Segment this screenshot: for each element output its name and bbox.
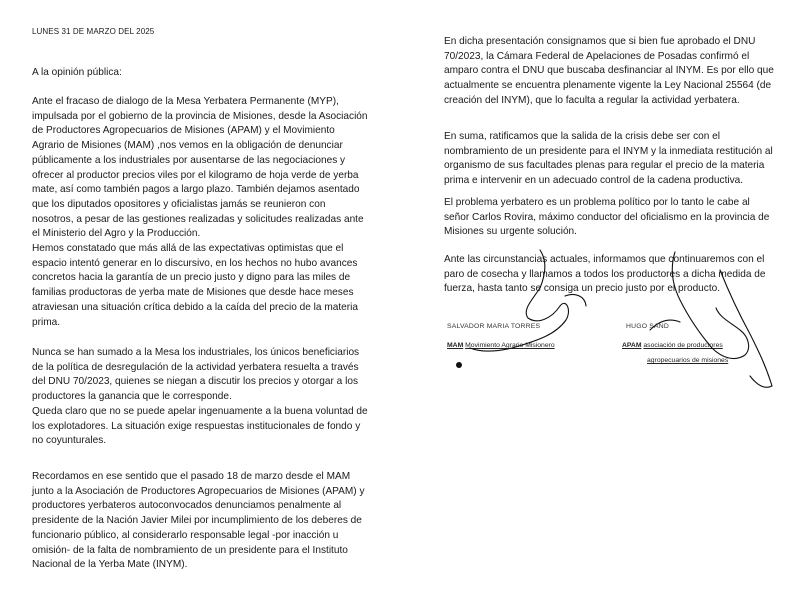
- ink-dot: [456, 362, 462, 368]
- text-line: los explotadores. La situación exige respuestas institucionales de fondo y: [32, 420, 361, 432]
- text-line: fuerza, hasta tanto se consiga un precio justo por el producto.: [444, 283, 721, 295]
- text-line: espacio intentó generar en lo discursivo, en los hechos no hubo avances: [32, 257, 358, 269]
- text-line: Hemos constatado que más allá de las expectativas optimistas que el: [32, 243, 344, 254]
- text-line: Ante las circunstancias actuales, informamos que continuaremos con el: [444, 254, 765, 265]
- signature-name-left: SALVADOR MARIA TORRES: [447, 323, 541, 330]
- text-line: familias productoras de yerba mate de Misiones que desde hace meses: [32, 287, 354, 299]
- paragraph-left-1: [32, 95, 368, 242]
- paragraph-left-4: [32, 470, 365, 573]
- signature-org-right: APAM asociación de productores: [622, 342, 723, 349]
- text-line: impulsada por el gobierno de la provincia de Misiones, desde la Asociación: [32, 110, 368, 122]
- text-line: organismo de sus facultades plenas para regular el precio de la materia: [444, 160, 765, 172]
- paragraph-right-1: [444, 35, 774, 109]
- text-line: productores la ganancia que le corresponde.: [32, 391, 232, 403]
- text-line: Nacional de la Yerba Mate (INYM).: [32, 559, 188, 571]
- text-line: omisión- de la falta de nombramiento de un presidente para el Instituto: [32, 544, 348, 556]
- text-line: Recordamos en ese sentido que el pasado 18 de marzo desde el MAM: [32, 471, 351, 482]
- text-line: Queda claro que no se puede apelar ingenuamente a la buena voluntad de: [32, 405, 368, 417]
- text-line: paro de cosecha y llamamos a todos los productores a dicha medida de: [444, 268, 766, 280]
- signature-org-left: MAM Movimiento Agrario Misionero: [447, 342, 555, 349]
- text-line: 70/2023, la Cámara Federal de Apelaciones de Posadas confirmó el: [444, 50, 750, 62]
- text-line: funcionario público, al considerarlo responsable legal -por inacción u: [32, 529, 339, 541]
- paragraph-right-4: [444, 253, 766, 297]
- text-line: Misiones su urgente solución.: [444, 226, 577, 238]
- text-line: ofrecer al productor precios viles por el kilogramo de hoja verde de yerba: [32, 169, 359, 181]
- document-date: LUNES 31 DE MARZO DEL 2025: [32, 27, 155, 36]
- text-line: públicamente a los industriales por ausentarse de las negociaciones y: [32, 154, 346, 166]
- paragraph-left-3: [32, 346, 368, 449]
- text-line: nosotros, a pesar de las gestiones realizadas y solicitudes realizadas ante: [32, 213, 364, 225]
- paragraph-right-2: [444, 130, 773, 189]
- text-line: del DNU 70/2023, quienes se niegan a discutir los precios y otorgar a los: [32, 376, 358, 388]
- paragraph-right-3: [444, 196, 769, 240]
- text-line: Agrario de Misiones (MAM) ,nos vemos en la obligación de denunciar: [32, 140, 343, 152]
- text-line: de la política de desregulación de la actividad yerbatera resuelta a través: [32, 361, 359, 373]
- text-line: El problema yerbatero es un problema político por lo tanto le cabe al: [444, 197, 750, 208]
- salutation: [32, 66, 122, 81]
- text-line: productores yerbateros autoconvocados denunciamos penalmente al: [32, 500, 342, 512]
- text-line: junto a la Asociación de Productores Agropecuarios de Misiones (APAM) y: [32, 485, 365, 497]
- text-line: presidente de la Nación Javier Milei por incumplimiento de los deberes de: [32, 515, 362, 527]
- text-line: atraviesan una situación crítica debido a la caída del precio de la materia: [32, 301, 358, 313]
- text-line: En dicha presentación consignamos que si bien fue aprobado el DNU: [444, 36, 756, 47]
- text-line: que los diputados opositores y oficialistas jamás se reunieron con: [32, 198, 326, 210]
- text-line: señor Carlos Rovira, máximo conductor del oficialismo en la provincia de: [444, 211, 770, 223]
- text-line: creación del INYM), que lo faculta a regular la actividad yerbatera.: [444, 94, 740, 106]
- text-line: el Ministerio del Agro y la Producción.: [32, 228, 201, 240]
- text-line: prima e intervenir en un adecuado control de la cadena productiva.: [444, 175, 744, 187]
- text-line: concretos hacia la garantía de un precio justo y digno para las miles de: [32, 272, 351, 284]
- text-line: nombramiento de un presidente para el INYM y la inmediata restitución al: [444, 145, 773, 157]
- text-line: prima.: [32, 316, 61, 328]
- text-line: actualmente se encuentra plenamente vigente la Ley Nacional 25564 (de: [444, 80, 772, 92]
- text-line: de Productores Agropecuarios de Misiones (APAM) y el Movimiento: [32, 125, 335, 137]
- text-line: Nunca se han sumado a la Mesa los industriales, los únicos beneficiarios: [32, 347, 360, 358]
- signature-name-right: HUGO SAND: [626, 323, 669, 330]
- text-line: A la opinión pública:: [32, 67, 122, 78]
- text-line: no coyunturales.: [32, 435, 107, 447]
- text-line: En suma, ratificamos que la salida de la crisis debe ser con el: [444, 131, 721, 142]
- text-line: mate, así como también pagos a largo plazo. También dejamos asentado: [32, 184, 360, 196]
- text-line: amparo contra el DNU que buscaba desfinanciar al INYM. Es por ello que: [444, 65, 774, 77]
- signature-org-right-line2: agropecuarios de misiones: [647, 357, 729, 364]
- paragraph-left-2: [32, 242, 358, 330]
- text-line: Ante el fracaso de dialogo de la Mesa Yerbatera Permanente (MYP),: [32, 96, 339, 107]
